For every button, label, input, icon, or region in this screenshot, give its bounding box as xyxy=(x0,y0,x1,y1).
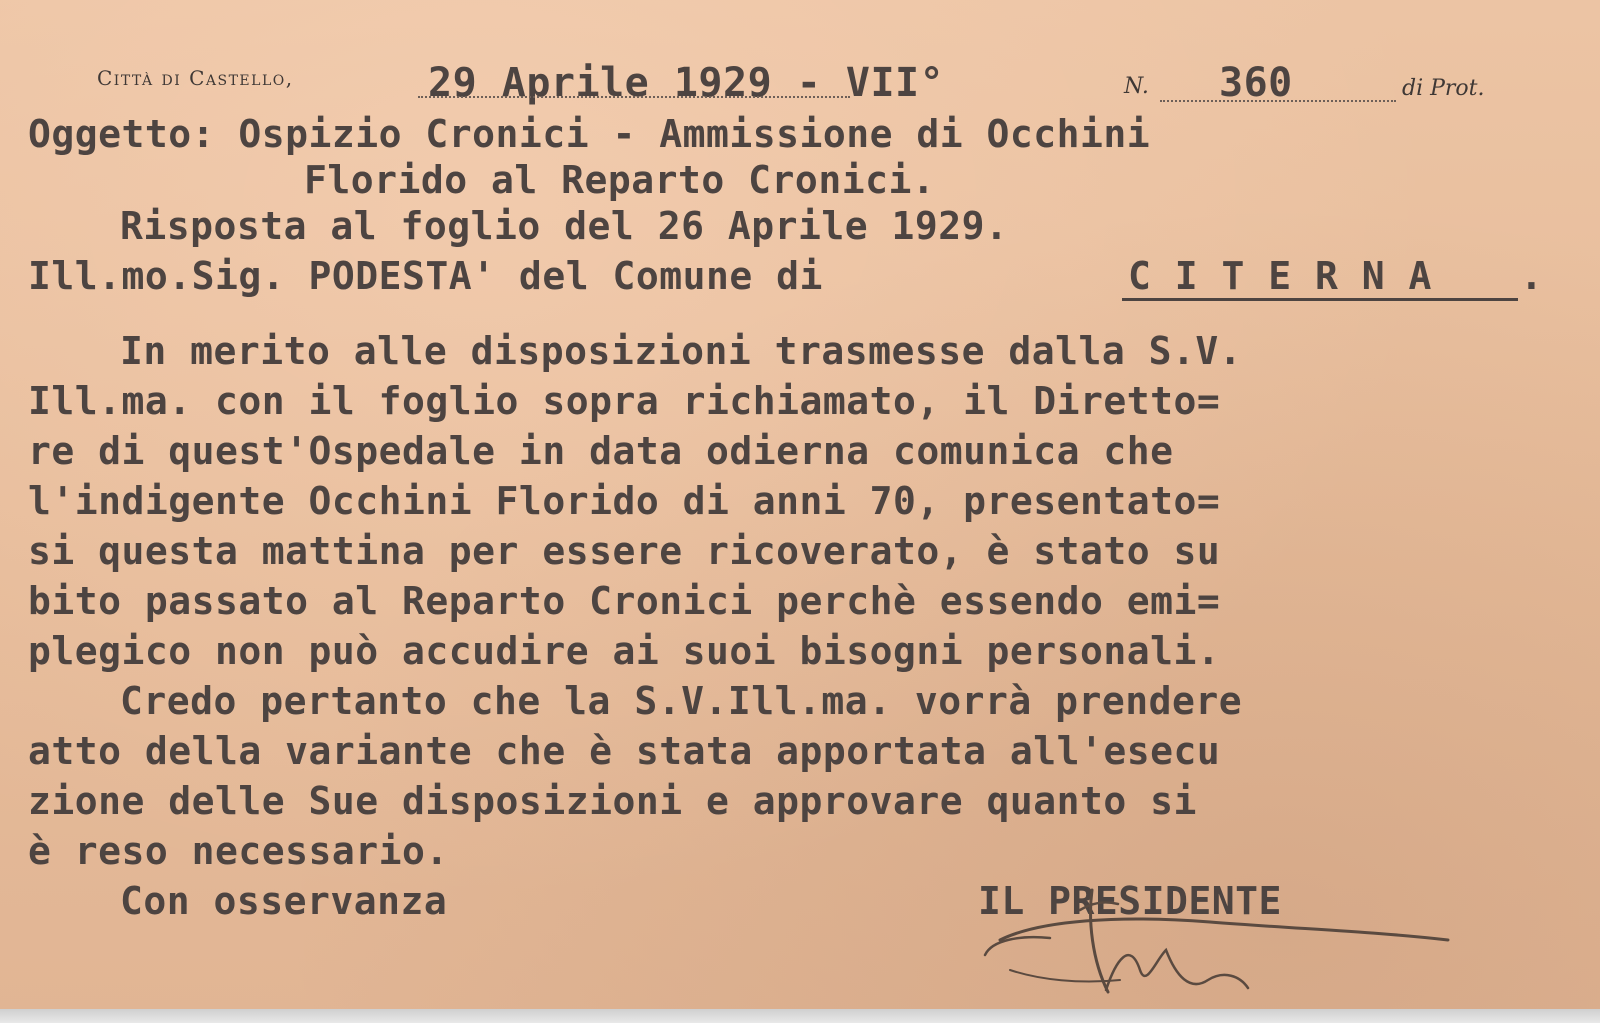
body-line: Ill.ma. con il foglio sopra richiamato, il Diretto= xyxy=(28,379,1221,423)
number-dotted-line xyxy=(1160,100,1396,102)
signatory-title: IL PRESIDENTE xyxy=(978,879,1282,923)
body-line: zione delle Sue disposizioni e approvare quanto si xyxy=(28,779,1197,823)
body-line: si questa mattina per essere ricoverato, è stato su xyxy=(28,529,1221,573)
letter-date: 29 Aprile 1929 - VII° xyxy=(428,60,945,106)
body-line: In merito alle disposizioni trasmesse dalla S.V. xyxy=(120,329,1243,373)
letterhead-city: Città di Castello, xyxy=(97,66,294,90)
reply-reference: Risposta al foglio del 26 Aprile 1929. xyxy=(120,204,1009,248)
signature xyxy=(980,880,1460,1010)
subject-line-1: Oggetto: Ospizio Cronici - Ammissione di Occhini xyxy=(28,112,1151,156)
comune-underline xyxy=(1122,298,1518,301)
body-line: l'indigente Occhini Florido di anni 70, presentato= xyxy=(28,479,1221,523)
addressee-period: . xyxy=(1520,254,1544,298)
letterhead-number-label: N. xyxy=(1124,74,1149,99)
body-line: bito passato al Reparto Cronici perchè essendo emi= xyxy=(28,579,1221,623)
body-line: atto della variante che è stata apportata all'esecu xyxy=(28,729,1221,773)
body-line: plegico non può accudire ai suoi bisogni personali. xyxy=(28,629,1221,673)
addressee-comune: C I T E R N A xyxy=(1128,254,1432,298)
closing-greeting: Con osservanza xyxy=(120,879,448,923)
addressee: Ill.mo.Sig. PODESTA' del Comune di xyxy=(28,254,823,298)
body-line: Credo pertanto che la S.V.Ill.ma. vorrà prendere xyxy=(120,679,1243,723)
date-dotted-line xyxy=(418,96,850,98)
body-line: è reso necessario. xyxy=(28,829,449,873)
protocol-number: 360 xyxy=(1219,60,1293,106)
body-line: re di quest'Ospedale in data odierna comunica che xyxy=(28,429,1174,473)
scan-edge xyxy=(0,1009,1600,1023)
subject-line-2: Florido al Reparto Cronici. xyxy=(304,158,936,202)
letterhead-protocol-label: di Prot. xyxy=(1402,76,1485,101)
